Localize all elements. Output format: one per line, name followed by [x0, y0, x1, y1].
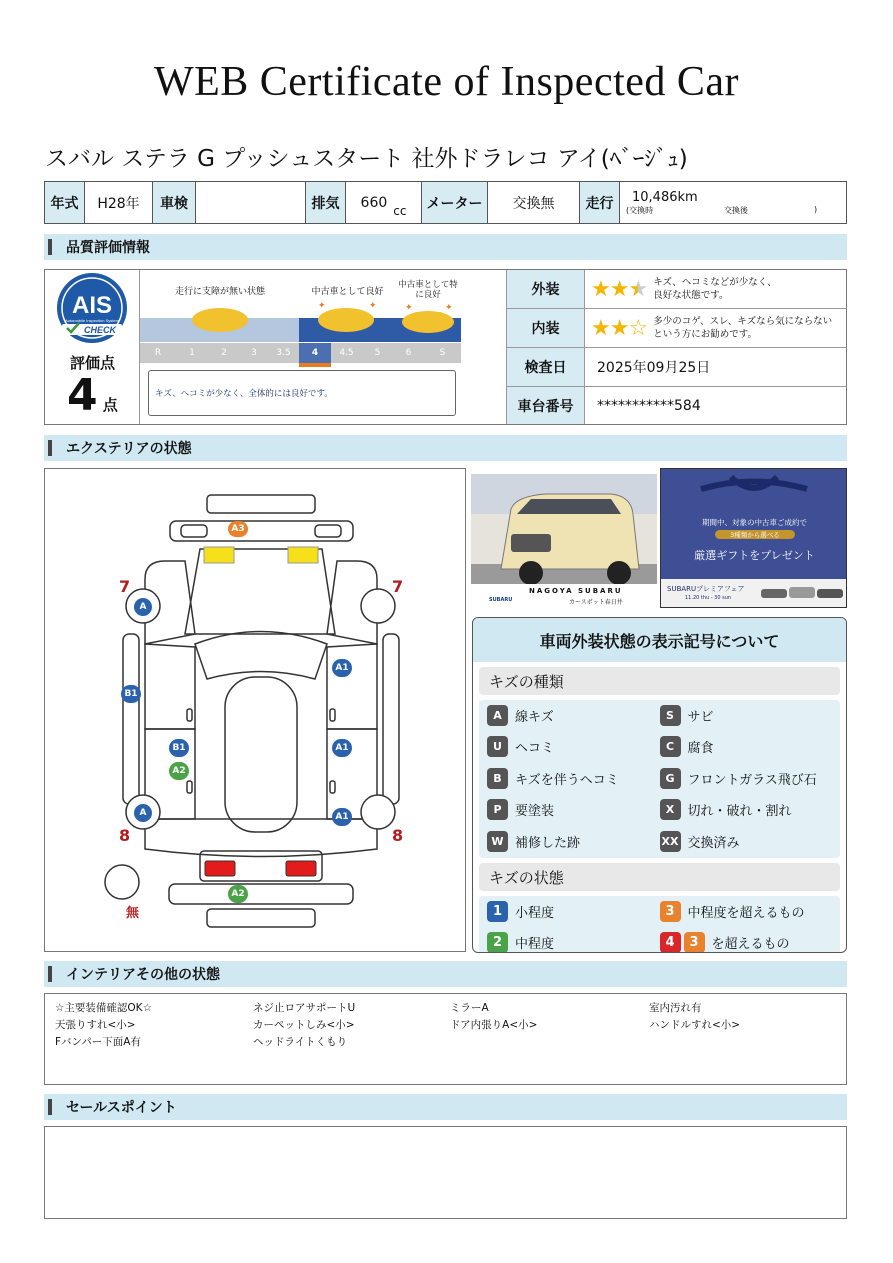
- scale-step: 3: [251, 348, 257, 358]
- mileage-note-after: 交換後: [724, 205, 748, 215]
- ais-logo-check: CHECK: [83, 325, 117, 335]
- legend-state-item: [660, 900, 833, 922]
- legend-kind-label: 腐食: [687, 741, 714, 757]
- tire-label-rear-right: 8: [392, 826, 404, 845]
- quality-panel: [44, 269, 847, 425]
- tire-label-rear-left: 8: [119, 826, 131, 845]
- legend-symbol: G: [660, 768, 681, 789]
- legend-kind-item: [487, 830, 660, 852]
- interior-note: ミラーA: [450, 1002, 489, 1014]
- spare-tire-label: 無: [126, 906, 140, 921]
- damage-mark-right-rear-door: A1: [332, 739, 352, 757]
- scale-header-normal: 走行に支障が無い状態: [174, 287, 265, 297]
- mileage-note-end: ): [814, 204, 818, 214]
- comment-box: [148, 370, 456, 416]
- legend-kind-label: 線キズ: [515, 709, 554, 725]
- legend-kind-label: 要塗装: [515, 804, 555, 820]
- section-quality: 品質評価情報: [44, 234, 847, 260]
- shaken-value: [196, 182, 306, 223]
- car-outline-diagram: [45, 469, 467, 953]
- sales-point-box: [44, 1126, 847, 1219]
- promo-banner: [660, 468, 847, 608]
- interior-note: ヘッドライトくもり: [253, 1036, 348, 1048]
- date-value: 2025年09月25日: [597, 360, 711, 376]
- chassis-label: 車台番号: [507, 387, 585, 424]
- exterior-row: [507, 270, 847, 309]
- legend-kind-item: [660, 704, 833, 726]
- legend-symbol: W: [487, 831, 508, 852]
- mileage-note-before: (交換時: [626, 205, 654, 215]
- legend-kind-item: [660, 736, 833, 758]
- scale-step: 2: [221, 348, 227, 358]
- interior-text-1: 多少のコゲ、スレ、キズなら気にならない: [653, 315, 833, 327]
- legend-symbol: P: [487, 799, 508, 820]
- dealer-name: NAGOYA SUBARU: [529, 587, 623, 595]
- legend-state-item: [660, 931, 833, 953]
- legend-states: [479, 896, 840, 953]
- damage-mark-rear-left-wheel: A: [134, 804, 152, 822]
- displacement-unit: cc: [393, 203, 407, 218]
- legend-symbol: S: [660, 705, 681, 726]
- legend-kinds-title: キズの種類: [479, 667, 840, 695]
- legend-kind-label: ヘコミ: [515, 741, 555, 757]
- spec-row: [44, 181, 847, 224]
- exterior-text-1: キズ、ヘコミなどが少なく、: [653, 276, 777, 288]
- legend-symbol: C: [660, 736, 681, 757]
- score-label: 評価点: [69, 354, 115, 372]
- exterior-diagram: [44, 468, 466, 952]
- car-icon-very-good: [402, 303, 454, 333]
- interior-label: 内装: [507, 309, 585, 347]
- page-title: WEB Certificate of Inspected Car: [153, 59, 740, 105]
- legend-kind-label: フロントガラス飛び石: [687, 772, 817, 788]
- quality-details: [507, 270, 847, 424]
- legend-symbol: B: [487, 768, 508, 789]
- interior-row: [507, 309, 847, 348]
- chassis-value: ***********584: [597, 397, 701, 414]
- legend-state-number: 1: [487, 901, 508, 922]
- legend-state-label: 小程度: [515, 905, 555, 921]
- legend-symbol: XX: [660, 831, 681, 852]
- scale-step: 4.5: [339, 348, 354, 358]
- legend-kind-item: [660, 830, 833, 852]
- score-area: [45, 270, 140, 424]
- legend-state-item: [487, 900, 660, 922]
- section-interior: インテリアその他の状態: [44, 961, 847, 987]
- legend-kind-item: [487, 704, 660, 726]
- chassis-row: [507, 387, 847, 424]
- car-icon-normal: [192, 308, 248, 332]
- interior-notes: [44, 993, 847, 1085]
- legend-state-number: 3: [684, 932, 705, 953]
- legend-kind-label: 補修した跡: [515, 835, 581, 851]
- scale-step: 3.5: [276, 348, 291, 358]
- legend-state-label: を超えるもの: [711, 936, 790, 952]
- date-row: [507, 348, 847, 387]
- scale-step: 1: [189, 348, 195, 358]
- sales-point-text: [45, 1127, 846, 1143]
- damage-mark-front-bumper: A3: [228, 521, 248, 537]
- interior-note: ハンドルすれ<小>: [649, 1019, 741, 1031]
- legend-state-label: 中程度を超えるもの: [687, 905, 805, 921]
- score-unit: 点: [102, 396, 118, 414]
- ais-logo: [45, 270, 140, 350]
- interior-note: Fバンパー下面A有: [55, 1036, 141, 1048]
- damage-mark-left-skirt: B1: [121, 685, 141, 703]
- grade-scale: [140, 270, 507, 424]
- legend-state-title: キズの状態: [479, 863, 840, 891]
- legend-kind-label: 切れ・破れ・割れ: [687, 804, 792, 820]
- scale-steps: [140, 343, 461, 363]
- dealer-sub: カースポット春日井: [569, 599, 623, 606]
- legend-state-number: 2: [487, 932, 508, 953]
- comment-text: キズ、ヘコミが少なく、全体的には良好です。: [155, 389, 333, 399]
- damage-mark-right-front-door: A1: [332, 659, 352, 677]
- interior-text-2: という方にお勧めです。: [653, 329, 757, 340]
- year-value: H28年: [85, 182, 153, 223]
- car-photo: [471, 474, 657, 606]
- legend-state-item: [487, 931, 660, 953]
- legend-state-number: 3: [660, 901, 681, 922]
- date-label: 検査日: [507, 348, 585, 386]
- scale-step: 4: [311, 348, 319, 358]
- svg-text:✦: ✦: [445, 303, 453, 313]
- scale-step: 5: [374, 348, 381, 358]
- brand-logo: SUBARU: [489, 597, 513, 603]
- mileage-label: 走行: [580, 182, 620, 223]
- damage-mark-left-rear-door-2: A2: [169, 762, 189, 780]
- promo-line-1: 期間中、対象の中古車ご成約で: [702, 518, 807, 527]
- damage-mark-right-rear-quarter: A1: [332, 808, 352, 826]
- interior-note: ドア内張りA<小>: [450, 1019, 538, 1031]
- tire-label-front-left: 7: [119, 577, 131, 596]
- displacement-label: 排気: [306, 182, 346, 223]
- exterior-stars: ★★★: [591, 276, 648, 302]
- interior-note: 天張りすれ<小>: [55, 1019, 136, 1031]
- svg-text:✦: ✦: [318, 301, 326, 311]
- legend-state-number: 4: [660, 932, 681, 953]
- legend-symbol: A: [487, 705, 508, 726]
- legend-kinds: [479, 700, 840, 858]
- tire-front-right: [361, 589, 395, 623]
- legend-kind-label: キズを伴うヘコミ: [515, 772, 619, 788]
- scale-header-good: 中古車として良好: [311, 287, 384, 297]
- shaken-label: 車検: [153, 182, 196, 223]
- ais-logo-sub: Automobile Inspection System: [65, 318, 119, 323]
- tire-label-front-right: 7: [392, 577, 404, 596]
- promo-line-2: 3種類から選べる: [715, 530, 795, 539]
- damage-mark-front-left-wheel: A: [134, 598, 152, 616]
- interior-stars: ★★☆: [591, 315, 648, 341]
- promo-fair: SUBARUプレミアフェア: [667, 585, 745, 593]
- meter-label: メーター: [422, 182, 488, 223]
- svg-text:✦: ✦: [405, 303, 413, 313]
- svg-text:✦: ✦: [369, 301, 377, 311]
- scale-header-very-good: 中古車として特に良好: [398, 280, 458, 301]
- legend-kind-item: [660, 767, 833, 789]
- scale-step: R: [154, 348, 162, 358]
- section-exterior: エクステリアの状態: [44, 435, 847, 461]
- section-sales: セールスポイント: [44, 1094, 847, 1120]
- legend-kind-item: [487, 767, 660, 789]
- displacement-cell: [346, 182, 422, 223]
- damage-legend: [472, 617, 847, 953]
- legend-kind-item: [487, 736, 660, 758]
- exterior-label: 外装: [507, 270, 585, 308]
- interior-note: カーペットしみ<小>: [253, 1019, 355, 1031]
- mileage-value: 10,486km: [632, 189, 698, 205]
- legend-title: 車両外装状態の表示記号について: [473, 618, 846, 662]
- car-name: スバル ステラ G プッシュスタート 社外ドラレコ アイ(ﾍﾞｰｼﾞｭ): [45, 146, 688, 172]
- legend-state-label: 中程度: [515, 936, 555, 952]
- tire-rear-right: [361, 795, 395, 829]
- scale-step: 6: [405, 348, 412, 358]
- meter-value: 交換無: [488, 182, 580, 223]
- damage-mark-left-rear-door: B1: [169, 739, 189, 757]
- mileage-cell: [620, 182, 846, 223]
- legend-kind-item: [660, 799, 833, 821]
- legend-kind-item: [487, 799, 660, 821]
- score-value: 4: [67, 370, 98, 421]
- legend-kind-label: サビ: [687, 709, 714, 725]
- displacement-value: 660: [360, 194, 388, 211]
- exterior-text-2: 良好な状態です。: [653, 290, 729, 301]
- ais-logo-text: AIS: [71, 292, 113, 319]
- promo-dates: 11.20 thu - 30 sun: [685, 595, 732, 601]
- interior-note: 室内汚れ有: [649, 1002, 702, 1014]
- spare-tire: [105, 865, 139, 899]
- legend-symbol: U: [487, 736, 508, 757]
- scale-step: S: [439, 348, 446, 358]
- damage-mark-rear-bumper: A2: [228, 885, 248, 903]
- year-label: 年式: [45, 182, 85, 223]
- legend-kind-label: 交換済み: [687, 835, 740, 851]
- legend-symbol: X: [660, 799, 681, 820]
- promo-line-3: 厳選ギフトをプレゼント: [694, 549, 815, 562]
- interior-note: ☆主要装備確認OK☆: [55, 1002, 152, 1014]
- interior-note: ネジ止ロアサポートU: [253, 1002, 356, 1014]
